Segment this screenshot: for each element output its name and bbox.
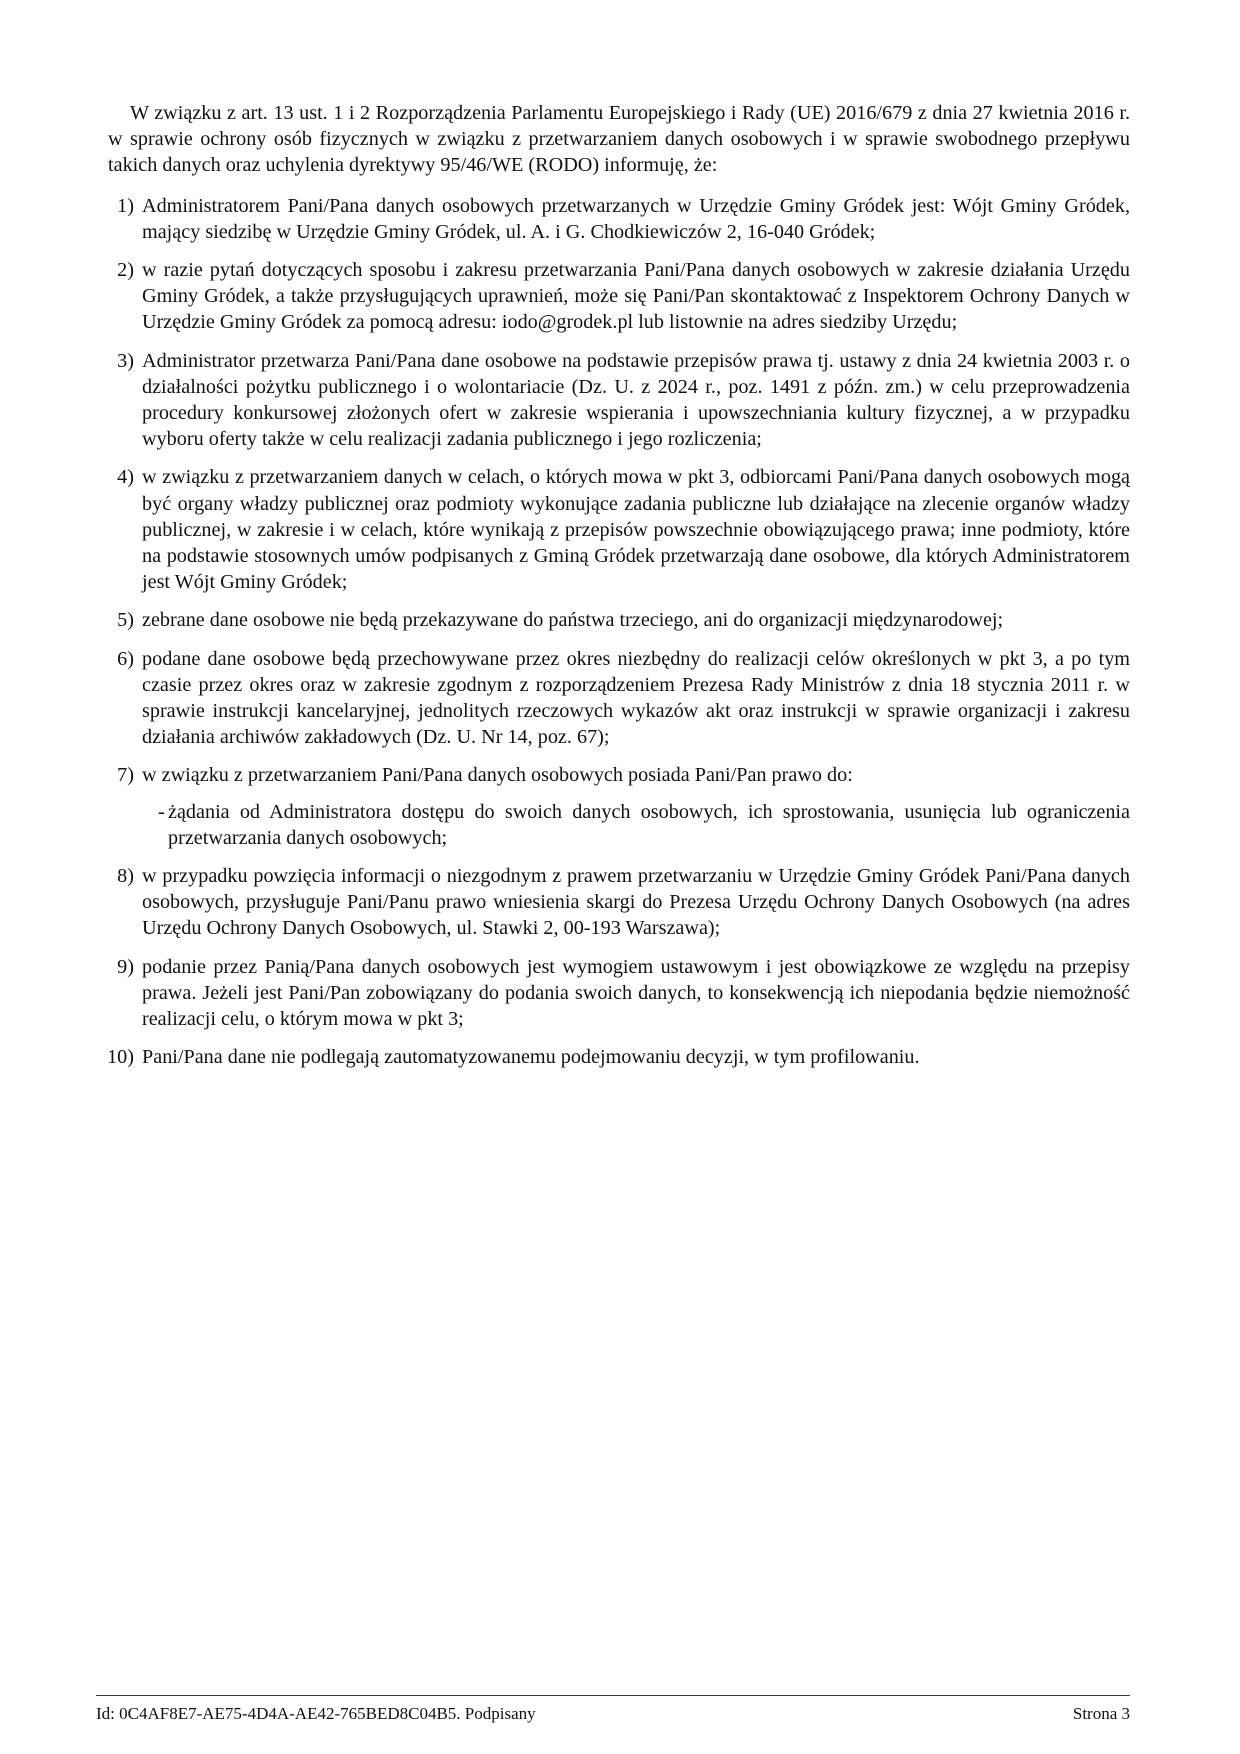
list-item — [108, 646, 1130, 751]
page-footer — [96, 1695, 1130, 1723]
item-number: 3) — [117, 349, 134, 372]
list-item — [108, 257, 1130, 336]
list-item — [108, 762, 1130, 851]
item-number: 5) — [117, 609, 134, 632]
item-number: 4) — [117, 466, 134, 489]
item-number: 10) — [107, 1046, 134, 1069]
intro-paragraph: W związku z art. 13 ust. 1 i 2 Rozporządzenia Parlamentu Europejskiego i Rady (UE) 2016/679 z dnia 27 kwietnia 2016 r. w sprawie ochrony osób fizycznych w związku z przetwarzaniem danych osobowych i w sprawie swobodnego przepływu takich danych oraz uchylenia dyrektywy 95/46/WE (RODO) informuję, że: — [108, 102, 1130, 177]
item-number: 8) — [117, 865, 134, 888]
list-item — [108, 607, 1130, 633]
rights-sublist — [142, 799, 1130, 851]
document-id-text: Id: 0C4AF8E7-AE75-4D4A-AE42-765BED8C04B5. Podpisany — [96, 1704, 536, 1723]
list-item — [108, 193, 1130, 245]
item-number: 6) — [117, 647, 134, 670]
list-item — [108, 348, 1130, 453]
item-text: Administratorem Pani/Pana danych osobowych przetwarzanych w Urzędzie Gminy Gródek jest: Wójt Gminy Gródek, mający siedzibę w Urzędzie Gminy Gródek, ul. A. i G. Chodkiewiczów 2, 16-040 Gródek; — [142, 194, 1130, 243]
item-text: podanie przez Panią/Pana danych osobowych jest wymogiem ustawowym i jest obowiązkowe ze względu na przepisy prawa. Jeżeli jest Pani/Pan zobowiązany do podania swoich danych, to konsekwencją ich niepodania będzie niemożność realizacji celu, o którym mowa w pkt 3; — [142, 955, 1130, 1031]
sub-item-text: żądania od Administratora dostępu do swoich danych osobowych, ich sprostowania, usunięcia lub ograniczenia przetwarzania danych osobowych; — [168, 800, 1130, 849]
sub-list-item — [142, 799, 1130, 851]
item-number: 1) — [117, 194, 134, 217]
item-text: zebrane dane osobowe nie będą przekazywane do państwa trzeciego, ani do organizacji międzynarodowej; — [142, 609, 1004, 632]
list-item — [108, 1044, 1130, 1070]
item-text: podane dane osobowe będą przechowywane przez okres niezbędny do realizacji celów określonych w pkt 3, a po tym czasie przez okres oraz w zakresie zgodnym z rozporządzeniem Prezesa Rady Ministrów z dnia 18 stycznia 2011 r. w sprawie instrukcji kancelaryjnej, jednolitych rzeczowych wykazów akt oraz instrukcji w sprawie organizacji i zakresu działania archiwów zakładowych (Dz. U. Nr 14, poz. 67); — [142, 647, 1130, 749]
list-item — [108, 954, 1130, 1033]
item-text: Pani/Pana dane nie podlegają zautomatyzowanemu podejmowaniu decyzji, w tym profilowaniu. — [142, 1046, 920, 1069]
item-number: 9) — [117, 955, 134, 978]
item-text: w związku z przetwarzaniem Pani/Pana danych osobowych posiada Pani/Pan prawo do: — [142, 764, 853, 787]
page-number: Strona 3 — [1072, 1704, 1130, 1723]
item-number: 7) — [117, 764, 134, 787]
clause-list — [108, 193, 1130, 1071]
item-text: Administrator przetwarza Pani/Pana dane osobowe na podstawie przepisów prawa tj. ustawy z dnia 24 kwietnia 2003 r. o działalności pożytku publicznego i o wolontariacie (Dz. U. z 2024 r., poz. 1491 z późn. zm.) w celu przeprowadzenia procedury konkursowej złożonych ofert w zakresie wspierania i upowszechniania kultury fizycznej, a w przypadku wyboru oferty także w celu realizacji zadania publicznego i jego rozliczenia; — [142, 349, 1130, 451]
list-item — [108, 863, 1130, 942]
list-item — [108, 464, 1130, 595]
document-page — [108, 100, 1130, 1083]
item-text: w przypadku powzięcia informacji o niezgodnym z prawem przetwarzaniu w Urzędzie Gminy Gródek Pani/Pana danych osobowych, przysługuje Pani/Panu prawo wniesienia skargi do Prezesa Urzędu Ochrony Danych Osobowych (na adres Urzędu Ochrony Danych Osobowych, ul. Stawki 2, 00-193 Warszawa); — [142, 865, 1130, 940]
dash-bullet: - — [158, 800, 165, 823]
item-text: w związku z przetwarzaniem danych w celach, o których mowa w pkt 3, odbiorcami Pani/Pana danych osobowych mogą być organy władzy publicznej oraz podmioty wykonujące zadania publiczne lub działające na zlecenie organów władzy publicznej, w zakresie i w celach, które wynikają z przepisów powszechnie obowiązującego prawa; inne podmioty, które na podstawie stosownych umów podpisanych z Gminą Gródek przetwarzają dane osobowe, dla których Administratorem jest Wójt Gminy Gródek; — [142, 466, 1130, 594]
item-text: w razie pytań dotyczących sposobu i zakresu przetwarzania Pani/Pana danych osobowych w zakresie działania Urzędu Gminy Gródek, a także przysługujących uprawnień, może się Pani/Pan skontaktować z Inspektorem Ochrony Danych w Urzędzie Gminy Gródek za pomocą adresu: iodo@grodek.pl lub listownie na adres siedziby Urzędu; — [142, 259, 1130, 334]
item-number: 2) — [117, 259, 134, 282]
